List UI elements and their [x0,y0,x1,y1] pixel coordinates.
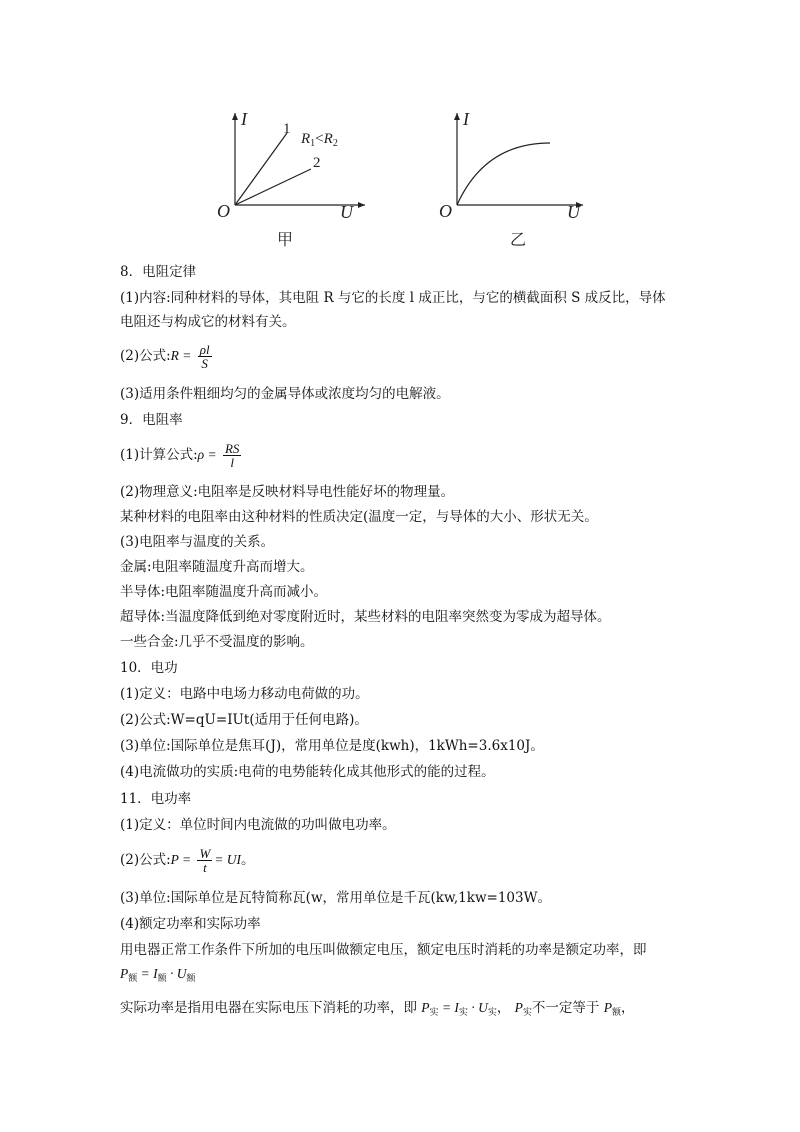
section-9-semi: 半导体:电阻率随温度升高而减小。 [120,584,328,600]
section-10-unit: (3)单位:国际单位是焦耳(J)，常用单位是度(kwh)，1kWh=3.6x10J。 [120,738,544,754]
section-10-essence: (4)电流做功的实质:电荷的电势能转化成其他形式的能的过程。 [120,764,495,780]
line-1 [235,133,287,205]
section-9-super: 超导体:当温度降低到绝对零度附近时，某些材料的电阻率突然变为零成为超导体。 [120,609,611,625]
x-axis-label: U [567,202,580,222]
power-fraction: $\frac{W}{t}$ [199,846,211,875]
section-11-rated-title: (4)额定功率和实际功率 [120,916,261,932]
figure-yi [435,105,595,255]
section-8-conditions: (3)适用条件粗细均匀的金属导体或浓度均匀的电解液。 [120,386,450,402]
section-8-content-2: 电阻还与构成它的材料有关。 [120,314,296,330]
resistance-fraction: $\frac{\rho l}{S}$ [199,342,210,371]
section-9-formula: (1)计算公式:ρ = $\frac{RS}{l}$ [120,441,240,470]
section-10-heading: 10．电功 [120,660,178,676]
curve [457,143,550,205]
section-11-heading: 11．电功率 [120,791,192,807]
line-2-label: 2 [313,155,321,171]
section-11-actual-text: 实际功率是指用电器在实际电压下消耗的功率，即 $P_实 = I_实 \cdot U_实$， $P_实$不一定等于 $P_额$， [120,1000,635,1018]
y-axis-label: I [241,109,247,129]
line-1-label: 1 [283,121,291,137]
resistance-relation: $R_1<R_2$ [301,131,338,149]
section-11-rated-text: 用电器正常工作条件下所加的电压叫做额定电压，额定电压时消耗的功率是额定功率，即 [120,942,647,958]
figure-jia [215,105,375,255]
section-9-meaning-2: 某种材料的电阻率由这种材料的性质决定(温度一定，与导体的大小、形状无关。 [120,509,598,525]
figure-caption-jia: 甲 [277,230,294,249]
origin-label: O [439,201,452,221]
resistivity-fraction: $\frac{RS}{l}$ [224,441,240,470]
section-11-unit: (3)单位:国际单位是瓦特简称瓦(w，常用单位是千瓦(kw,1kw=103W。 [120,890,551,906]
line-2 [235,169,311,205]
section-8-formula: (2)公式:R = $\frac{\rho l}{S}$ [120,342,210,371]
section-11-definition: (1)定义：单位时间内电流做的功叫做电功率。 [120,817,396,833]
section-9-alloy: 一些合金:几乎不受温度的影响。 [120,634,314,650]
section-10-definition: (1)定义：电路中电场力移动电荷做的功。 [120,686,369,702]
y-axis-label: I [463,109,469,129]
section-11-formula: (2)公式:P = $\frac{W}{t}$ = UI。 [120,846,255,875]
section-10-formula: (2)公式:W=qU=IUt(适用于任何电路)。 [120,712,368,728]
section-9-heading: 9．电阻率 [120,412,183,428]
section-9-temp: (3)电阻率与温度的关系。 [120,534,275,550]
origin-label: O [217,201,230,221]
section-9-metal: 金属:电阻率随温度升高而增大。 [120,559,314,575]
section-9-meaning: (2)物理意义:电阻率是反映材料导电性能好坏的物理量。 [120,484,455,500]
section-11-rated-formula: $P_额 = I_额 \cdot U_额$ [120,966,196,984]
x-axis-label: U [340,202,353,222]
section-8-content-1: (1)内容:同种材料的导体，其电阻 R 与它的长度 l 成正比，与它的横截面积 S 成反比，导体 [120,290,666,306]
section-8-heading: 8．电阻定律 [120,264,197,280]
figure-caption-yi: 乙 [510,230,527,249]
